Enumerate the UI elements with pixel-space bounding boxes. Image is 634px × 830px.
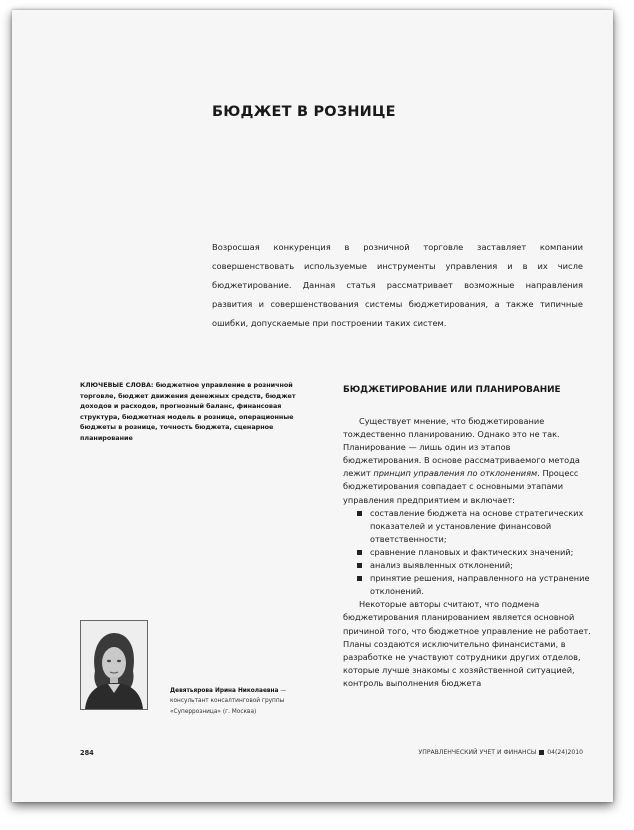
author-portrait-image [81,621,147,709]
article-lead: Возросшая конкуренция в розничной торговле заставляет компании совершенствовать используемые инструменты управления и в их числе бюджетирование. Данная статья рассматривает возможные направления развития и совершенствования системы бюджетирования, а также типичные ошибки, допускаемые при построении таких систем. [212,242,583,328]
bullet-text: составление бюджета на основе стратегических показателей и установление финансовой ответственности; [370,507,584,544]
journal-name: УПРАВЛЕНЧЕСКИЙ УЧЕТ И ФИНАНСЫ [418,749,537,756]
bullet-item [343,507,591,546]
bullet-text: сравнение плановых и фактических значений; [370,546,574,557]
bullet-square-icon [357,576,362,581]
keywords-text: бюджетное управление в розничной торговле, бюджет движения денежных средств, бюджет доходов и расходов, прогнозный баланс, финансовая структура, бюджетная модель в рознице, операционные бюджеты в рознице, точность бюджета, сценарное планирование [80,381,296,442]
section-body [343,415,591,690]
bullet-text: принятие решения, направленного на устранение отклонений. [370,573,590,597]
bullet-item [343,572,591,598]
body-paragraph-1 [343,415,591,507]
article-title: БЮДЖЕТ В РОЗНИЦЕ [212,104,396,120]
journal-issue: 04(24)2010 [547,749,583,756]
section-heading: БЮДЖЕТИРОВАНИЕ ИЛИ ПЛАНИРОВАНИЕ [343,385,561,395]
journal-page [12,10,613,802]
body-paragraph-1-start: Существует мнение, что бюджетирование тождественно планированию. Однако это не так. Планирование — лишь один из этапов бюджетирования. В основе рассматриваемого метода лежит [343,416,580,479]
journal-footer [419,749,583,756]
author-photo [80,620,148,710]
body-paragraph-1-end: . Процесс бюджетирования совпадает с основными этапами управления предприятием и включает: [343,468,579,505]
separator-square-icon [539,750,544,755]
body-paragraph-1-emphasis: принцип управления по отклонениям [373,468,538,479]
keywords-label: КЛЮЧЕВЫЕ СЛОВА: [80,381,154,389]
bullet-item [343,559,591,572]
author-description: — консультант консалтинговой группы «Суперрозница» (г. Москва) [170,688,287,715]
bullet-square-icon [357,563,362,568]
body-paragraph-2: Некоторые авторы считают, что подмена бюджетирования планированием является основной причиной того, что бюджетное управление не работает. Планы создаются исключительно финансистами, в разработке не участвуют сотрудники других отделов, которые лучше знакомы с хозяйственной ситуацией, контроль выполнения бюджета [343,599,591,688]
bullet-square-icon [357,511,362,516]
bullet-item [343,546,591,559]
bullet-square-icon [357,550,362,555]
page-number: 284 [80,749,94,757]
bullet-text: анализ выявленных отклонений; [370,560,513,571]
author-caption [170,686,325,717]
keywords-block [80,380,317,444]
author-name: Девятьярова Ирина Николаевна [170,688,279,694]
